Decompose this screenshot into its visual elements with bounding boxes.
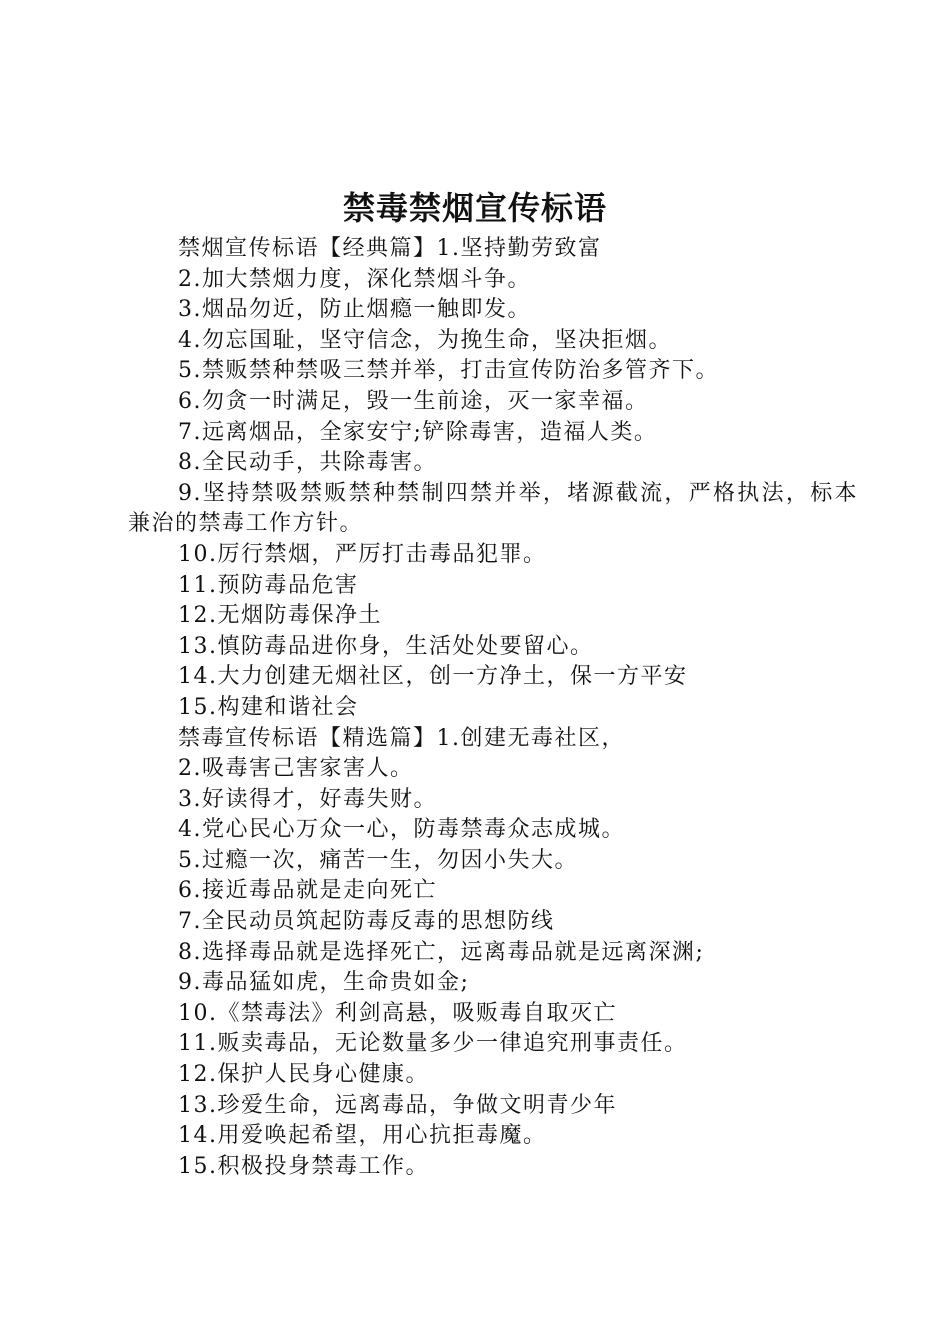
paragraph-wrapped: 9.坚持禁吸禁贩禁种禁制四禁并举，堵源截流，严格执法，标本兼治的禁毒工作方针。 [128, 480, 858, 537]
document-title: 禁毒禁烟宣传标语 [342, 189, 607, 227]
paragraph-line: 4.党心民心万众一心，防毒禁毒众志成城。 [178, 817, 625, 843]
paragraph-line: 3.好读得才，好毒失财。 [178, 786, 437, 812]
paragraph-line: 12.保护人民身心健康。 [178, 1062, 429, 1088]
paragraph-line: 禁烟宣传标语【经典篇】1.坚持勤劳致富 [178, 236, 602, 261]
paragraph-line: 6.勿贪一时满足，毁一生前途，灭一家幸福。 [178, 388, 649, 414]
paragraph-line: 9.毒品猛如虎，生命贵如金; [178, 970, 470, 996]
paragraph-line: 8.全民动手，共除毒害。 [178, 450, 437, 476]
paragraph-line: 11.贩卖毒品，无论数量多少一律追究刑事责任。 [178, 1031, 688, 1057]
paragraph-line: 12.无烟防毒保净土 [178, 603, 382, 629]
paragraph-line: 13.慎防毒品进你身，生活处处要留心。 [178, 633, 594, 659]
paragraph-line: 10.《禁毒法》利剑高悬，吸贩毒自取灭亡 [178, 1000, 617, 1026]
paragraph-line: 2.加大禁烟力度，深化禁烟斗争。 [178, 266, 531, 292]
paragraph-line: 14.大力创建无烟社区，创一方净土，保一方平安 [178, 664, 688, 690]
paragraph-line: 3.烟品勿近，防止烟瘾一触即发。 [178, 297, 531, 323]
paragraph-line: 5.禁贩禁种禁吸三禁并举，打击宣传防治多管齐下。 [178, 358, 719, 384]
paragraph-line: 4.勿忘国耻，坚守信念，为挽生命，坚决拒烟。 [178, 327, 672, 353]
paragraph-line: 7.远离烟品，全家安宁;铲除毒害，造福人类。 [178, 419, 658, 445]
paragraph-line: 10.厉行禁烟，严厉打击毒品犯罪。 [178, 541, 547, 567]
paragraph-line: 15.积极投身禁毒工作。 [178, 1153, 429, 1179]
paragraph-line: 5.过瘾一次，痛苦一生，勿因小失大。 [178, 847, 578, 873]
paragraph-line: 11.预防毒品危害 [178, 572, 359, 598]
paragraph-line: 15.构建和谐社会 [178, 694, 359, 720]
paragraph-line: 2.吸毒害己害家害人。 [178, 756, 414, 782]
paragraph-line: 6.接近毒品就是走向死亡 [178, 878, 437, 904]
paragraph-line: 8.选择毒品就是选择死亡，远离毒品就是远离深渊; [178, 939, 705, 965]
paragraph-line: 禁毒宣传标语【精选篇】1.创建无毒社区， [178, 725, 625, 751]
paragraph-line: 7.全民动员筑起防毒反毒的思想防线 [178, 909, 555, 935]
paragraph-line: 13.珍爱生命，远离毒品，争做文明青少年 [178, 1092, 617, 1118]
document-body [128, 234, 858, 1182]
paragraph-line: 14.用爱唤起希望，用心抗拒毒魔。 [178, 1123, 547, 1149]
